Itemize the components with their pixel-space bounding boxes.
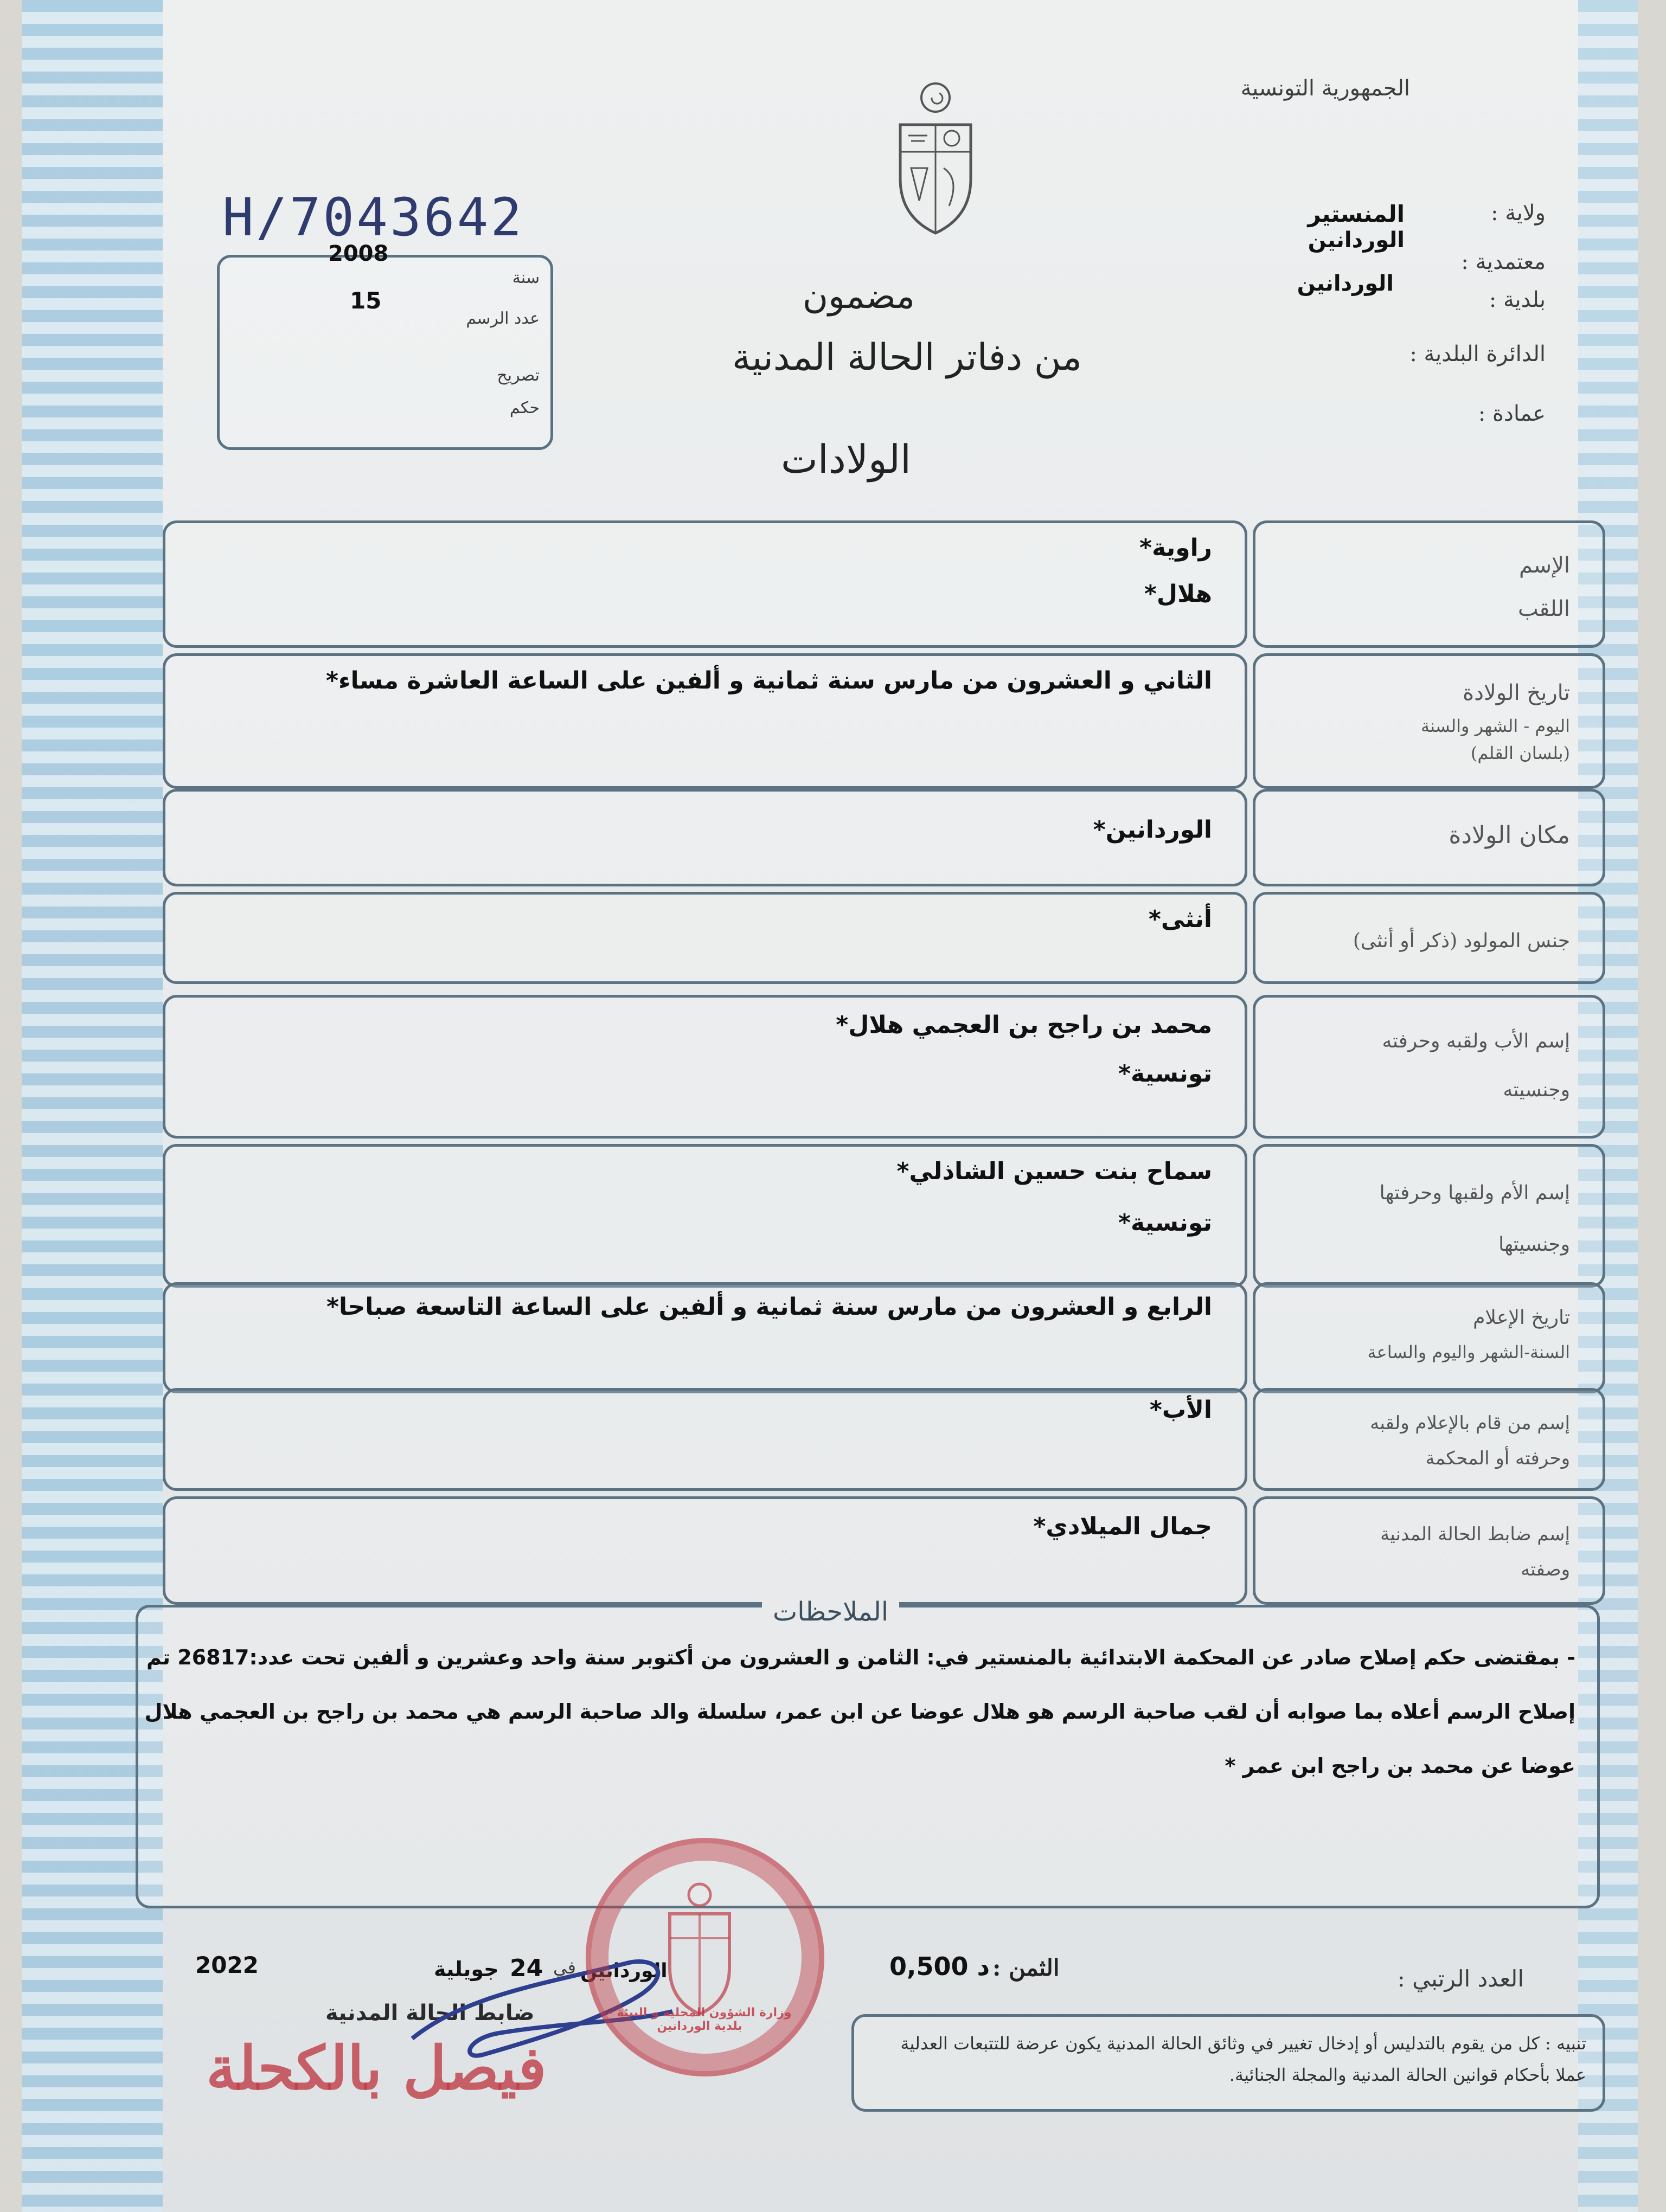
municipality-value: الوردانين xyxy=(1297,271,1394,296)
label-cell-declaration-date xyxy=(1253,1282,1605,1393)
governorate-label: ولاية : xyxy=(1491,201,1546,226)
label-declarant-sub: وحرفته أو المحكمة xyxy=(1425,1448,1570,1469)
remarks-line-3: عوضا عن محمد بن راجح ابن عمر * xyxy=(1225,1754,1575,1778)
admin-info xyxy=(1296,201,1546,426)
officer-title: ضابط الحالة المدنية xyxy=(325,2001,535,2025)
label-birth-date-sub: اليوم - الشهر والسنة xyxy=(1420,716,1570,736)
declaration-label: تصريح xyxy=(497,366,540,385)
value-cell-mother xyxy=(163,1144,1247,1288)
value-declaration-date: الرابع و العشرون من مارس سنة ثمانية و ألفين على الساعة التاسعة صباحا* xyxy=(326,1293,1212,1321)
label-cell-mother xyxy=(1253,1144,1605,1288)
municipal-seal xyxy=(586,1838,824,2076)
label-cell-sex xyxy=(1253,892,1605,984)
governorate-value: المنستير xyxy=(1308,201,1405,227)
value-birth-date: الثاني و العشرون من مارس سنة ثمانية و ألفين على الساعة العاشرة مساء* xyxy=(325,667,1212,695)
issue-year: 2022 xyxy=(195,1952,259,1978)
delegation-label: معتمدية : xyxy=(1461,249,1546,274)
remarks-line-1: - بمقتضى حكم إصلاح صادر عن المحكمة الابتدائية بالمنستير في: الثامن و العشرون من أكتوبر سنة واحد وعشرين و ألفين تحت عدد:26817 تم xyxy=(146,1645,1575,1669)
remarks-title: الملاحظات xyxy=(762,1597,899,1627)
value-cell-birth-place xyxy=(163,789,1247,886)
label-birth-date: تاريخ الولادة xyxy=(1463,680,1570,705)
value-cell-officer xyxy=(163,1496,1247,1605)
label-birth-place: مكان الولادة xyxy=(1449,821,1570,849)
warning-box xyxy=(851,2014,1605,2112)
omda-label: عمادة : xyxy=(1478,401,1546,426)
delegation-value: الوردانين xyxy=(1308,228,1405,253)
judgment-label: حكم xyxy=(509,398,540,417)
remarks-box xyxy=(136,1597,1600,1908)
label-cell-birth-place xyxy=(1253,789,1605,886)
register-meta-box xyxy=(217,241,553,450)
label-mother-nationality: وجنسيتها xyxy=(1498,1233,1570,1256)
municipality-label: بلدية : xyxy=(1489,287,1546,312)
register-year: 2008 xyxy=(328,241,389,266)
value-father: محمد بن راجح بن العجمي هلال* xyxy=(836,1011,1212,1039)
value-cell-father xyxy=(163,995,1247,1139)
label-officer-sub: وصفته xyxy=(1521,1559,1570,1580)
value-cell-declaration-date xyxy=(163,1282,1247,1393)
price-value: 0,500 د xyxy=(889,1952,990,1981)
value-mother-nationality: تونسية* xyxy=(1118,1209,1212,1237)
register-number: 15 xyxy=(350,287,382,314)
label-cell-name xyxy=(1253,520,1605,648)
seal-text: وزارة الشؤون المحلية و البيئة - بلدية الوردانين xyxy=(607,2006,792,2033)
label-declaration-date-sub: السنة-الشهر واليوم والساعة xyxy=(1367,1342,1570,1362)
value-cell-name xyxy=(163,520,1247,648)
serial-order-label: العدد الرتبي : xyxy=(1397,1965,1524,1992)
number-label: عدد الرسم xyxy=(466,309,540,328)
value-surname: هلال* xyxy=(1144,580,1212,608)
label-officer: إسم ضابط الحالة المدنية xyxy=(1380,1523,1570,1545)
value-mother: سماح بنت حسين الشاذلي* xyxy=(896,1158,1212,1185)
remarks-line-2: إصلاح الرسم أعلاه بما صوابه أن لقب صاحبة الرسم هو هلال عوضا عن ابن عمر، سلسلة والد صاحبة الرسم هي محمد بن راجح بن العجمي هلال xyxy=(144,1700,1575,1724)
date-prefix: في xyxy=(553,1957,576,1978)
value-father-nationality: تونسية* xyxy=(1118,1060,1212,1088)
label-first-name: الإسم xyxy=(1518,553,1570,578)
coat-of-arms-icon xyxy=(889,76,982,239)
title-content: مضمون xyxy=(803,276,915,317)
label-sex: جنس المولود (ذكر أو أنثى) xyxy=(1353,930,1570,952)
issue-month: جويلية xyxy=(434,1957,499,1981)
label-declarant: إسم من قام بالإعلام ولقبه xyxy=(1370,1412,1570,1434)
label-cell-birth-date xyxy=(1253,653,1605,789)
title-births: الولادات xyxy=(781,436,912,482)
label-mother: إسم الأم ولقبها وحرفتها xyxy=(1379,1182,1570,1204)
label-father: إسم الأب ولقبه وحرفته xyxy=(1382,1030,1570,1052)
label-cell-declarant xyxy=(1253,1388,1605,1491)
price-label: الثمن : xyxy=(992,1954,1060,1981)
value-declarant: الأب* xyxy=(1149,1396,1212,1424)
label-surname: اللقب xyxy=(1517,596,1570,621)
officer-name-stamp: فيصل بالكحلة xyxy=(206,2033,547,2103)
warning-text: تنبيه : كل من يقوم بالتدليس أو إدخال تغيير في وثائق الحالة المدنية يكون عرضة للتتبعات العدلية عملا بأحكام قوانين الحالة المدنية والمجلة الجنائية. xyxy=(900,2033,1586,2085)
issue-day: 24 xyxy=(510,1954,543,1982)
label-father-nationality: وجنسيته xyxy=(1503,1079,1570,1101)
value-cell-birth-date xyxy=(163,653,1247,789)
year-label: سنة xyxy=(512,268,540,287)
value-cell-declarant xyxy=(163,1388,1247,1491)
issue-place: الوردانين xyxy=(580,1960,668,1982)
value-cell-sex xyxy=(163,892,1247,984)
serial-number: H/7043642 xyxy=(222,187,524,248)
value-first-name: راوية* xyxy=(1139,534,1212,562)
label-cell-officer xyxy=(1253,1496,1605,1605)
value-birth-place: الوردانين* xyxy=(1093,816,1212,844)
title-registry: من دفاتر الحالة المدنية xyxy=(732,336,1082,379)
document-paper xyxy=(22,0,1638,2212)
label-cell-father xyxy=(1253,995,1605,1139)
district-label: الدائرة البلدية : xyxy=(1409,342,1546,366)
label-birth-date-note: (بلسان القلم) xyxy=(1470,743,1570,763)
label-declaration-date: تاريخ الإعلام xyxy=(1473,1307,1570,1329)
country-name: الجمهورية التونسية xyxy=(1240,76,1410,101)
value-officer: جمال الميلادي* xyxy=(1033,1513,1212,1540)
value-sex: أنثى* xyxy=(1148,905,1212,933)
